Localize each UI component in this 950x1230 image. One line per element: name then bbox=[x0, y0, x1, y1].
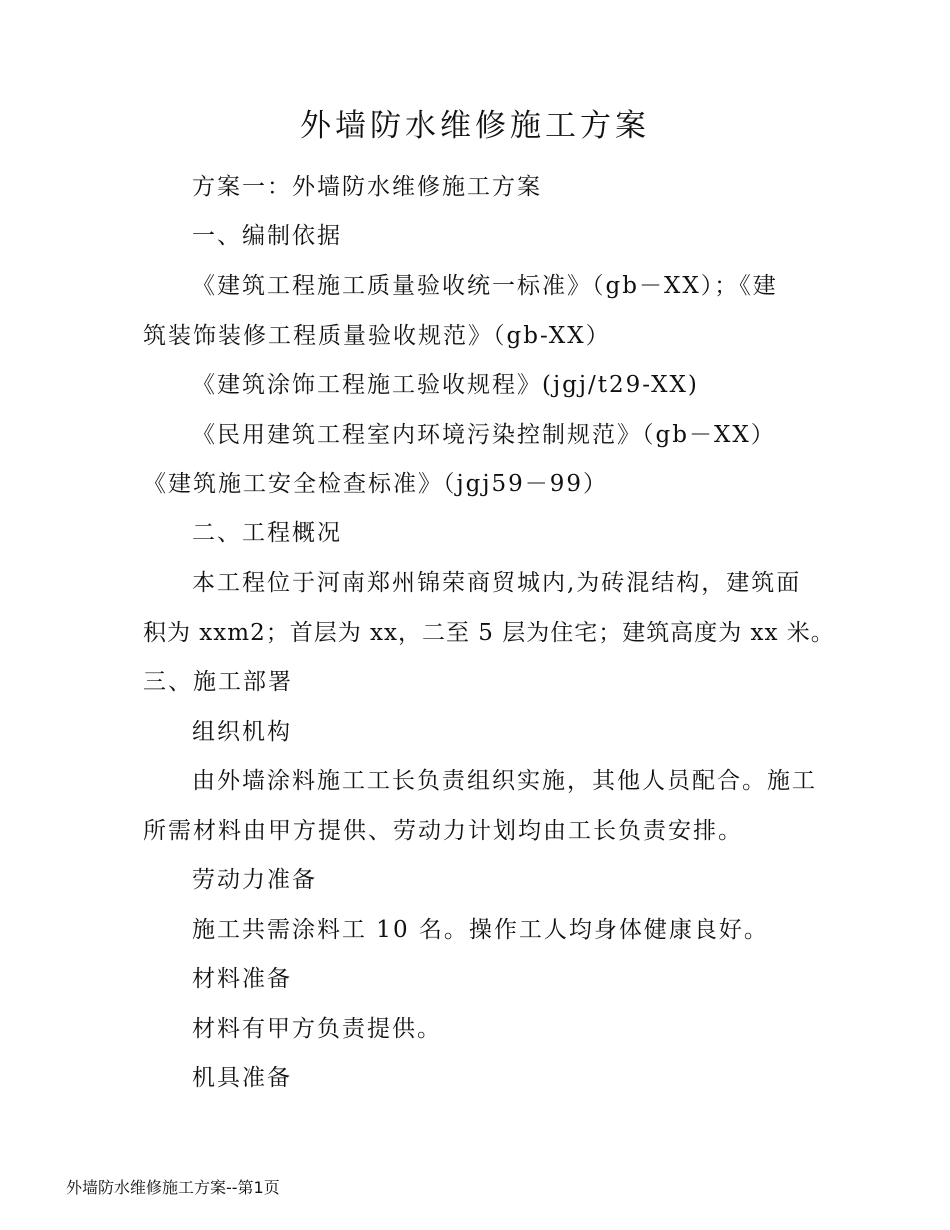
paragraph-line: 所需材料由甲方提供、劳动力计划均由工长负责安排。 bbox=[143, 818, 743, 844]
paragraph-line: 筑装饰装修工程质量验收规范》（gb-XX） bbox=[143, 323, 611, 349]
paragraph-line: 《民用建筑工程室内环境污染控制规范》（gb－XX） bbox=[192, 422, 776, 448]
section-heading: 一、编制依据 bbox=[192, 223, 342, 249]
paragraph-line: 《建筑涂饰工程施工验收规程》(jgj/t29-XX) bbox=[192, 372, 699, 398]
subsection-heading: 组织机构 bbox=[192, 719, 292, 745]
paragraph-line: 由外墙涂料施工工长负责组织实施，其他人员配合。施工 bbox=[192, 768, 817, 794]
subsection-heading: 材料准备 bbox=[192, 966, 292, 992]
section-heading: 二、工程概况 bbox=[192, 520, 342, 546]
paragraph-line: 《建筑施工安全检查标准》（jgj59－99） bbox=[143, 471, 609, 497]
page-footer: 外墙防水维修施工方案--第1页 bbox=[66, 1178, 280, 1197]
subsection-heading: 机具准备 bbox=[192, 1065, 292, 1091]
subtitle-line: 方案一：外墙防水维修施工方案 bbox=[192, 174, 542, 200]
paragraph-line: 《建筑工程施工质量验收统一标准》（gb－XX）；《建 bbox=[192, 273, 778, 299]
paragraph-line: 积为 xxm2；首层为 xx，二至 5 层为住宅；建筑高度为 xx 米。 bbox=[143, 620, 835, 646]
section-heading: 三、施工部署 bbox=[143, 669, 293, 695]
paragraph-line: 材料有甲方负责提供。 bbox=[192, 1016, 442, 1042]
document-title: 外墙防水维修施工方案 bbox=[300, 108, 650, 144]
paragraph-line: 本工程位于河南郑州锦荣商贸城内,为砖混结构，建筑面 bbox=[192, 570, 802, 596]
paragraph-line: 施工共需涂料工 10 名。操作工人均身体健康良好。 bbox=[192, 917, 769, 943]
subsection-heading: 劳动力准备 bbox=[192, 867, 317, 893]
